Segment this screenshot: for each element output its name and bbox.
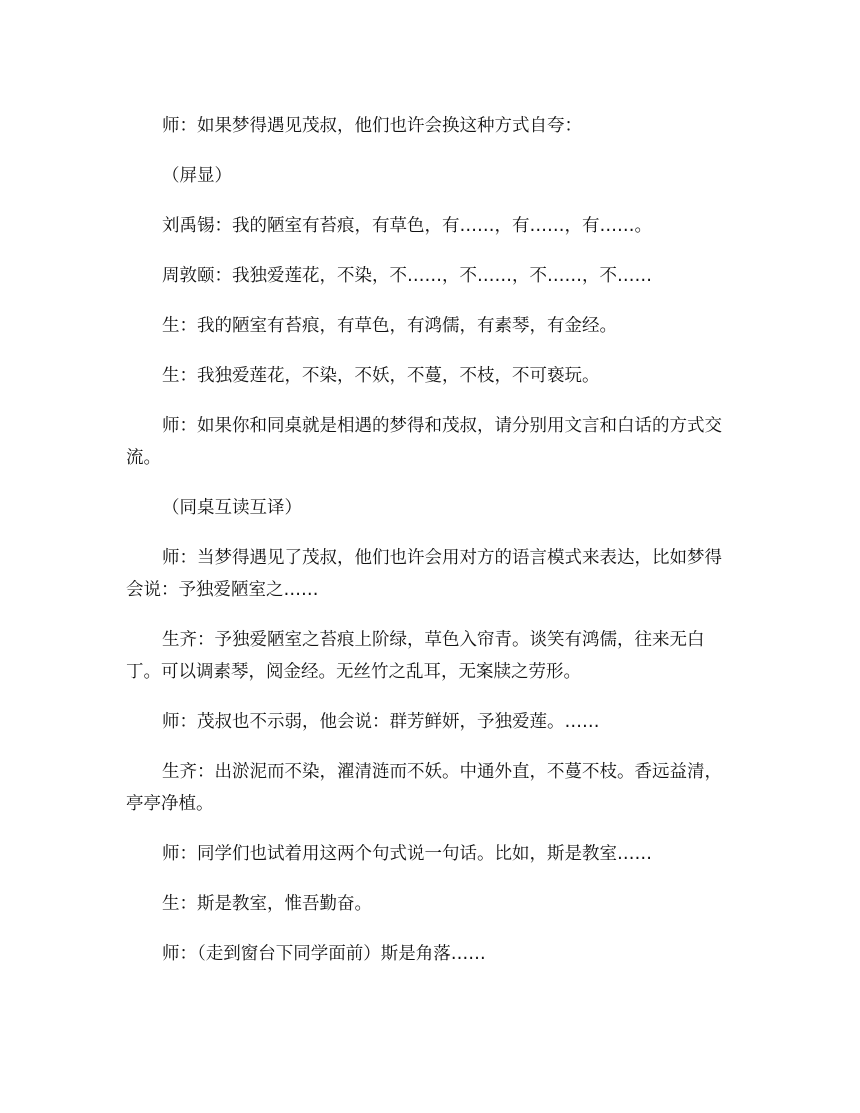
paragraph: 刘禹锡：我的陋室有苔痕，有草色，有……，有……，有……。	[162, 216, 652, 236]
paragraph: 师：茂叔也不示弱，他会说：群芳鲜妍，予独爱莲。……	[162, 712, 600, 732]
paragraph: （屏显）	[162, 166, 232, 186]
paragraph: 师：同学们也试着用这两个句式说一句话。比如，斯是教室……	[162, 844, 652, 864]
paragraph: 生：我独爱莲花，不染，不妖，不蔓，不枝，不可亵玩。	[162, 366, 600, 386]
paragraph: 生：斯是教室，惟吾勤奋。	[162, 894, 372, 914]
paragraph: 生：我的陋室有苔痕，有草色，有鸿儒，有素琴，有金经。	[162, 316, 617, 336]
paragraph: 师：如果梦得遇见茂叔，他们也许会换这种方式自夸：	[162, 116, 582, 136]
paragraph: 生齐：出淤泥而不染，濯清涟而不妖。中通外直，不蔓不枝。香远益清，亭亭净植。	[126, 762, 722, 814]
paragraph: 师：如果你和同桌就是相遇的梦得和茂叔，请分别用文言和白话的方式交流。	[126, 416, 722, 468]
paragraph: 生齐：予独爱陋室之苔痕上阶绿，草色入帘青。谈笑有鸿儒，往来无白丁。可以调素琴，阅金经。无丝竹之乱耳，无案牍之劳形。	[126, 630, 705, 682]
paragraph: 师：当梦得遇见了茂叔，他们也许会用对方的语言模式来表达，比如梦得会说：予独爱陋室之……	[126, 548, 722, 600]
paragraph: 周敦颐：我独爱莲花，不染，不……，不……，不……，不……	[162, 266, 652, 286]
document-body	[126, 110, 738, 970]
paragraph: 师：（走到窗台下同学面前）斯是角落……	[162, 944, 486, 964]
paragraph: （同桌互读互译）	[162, 498, 302, 518]
